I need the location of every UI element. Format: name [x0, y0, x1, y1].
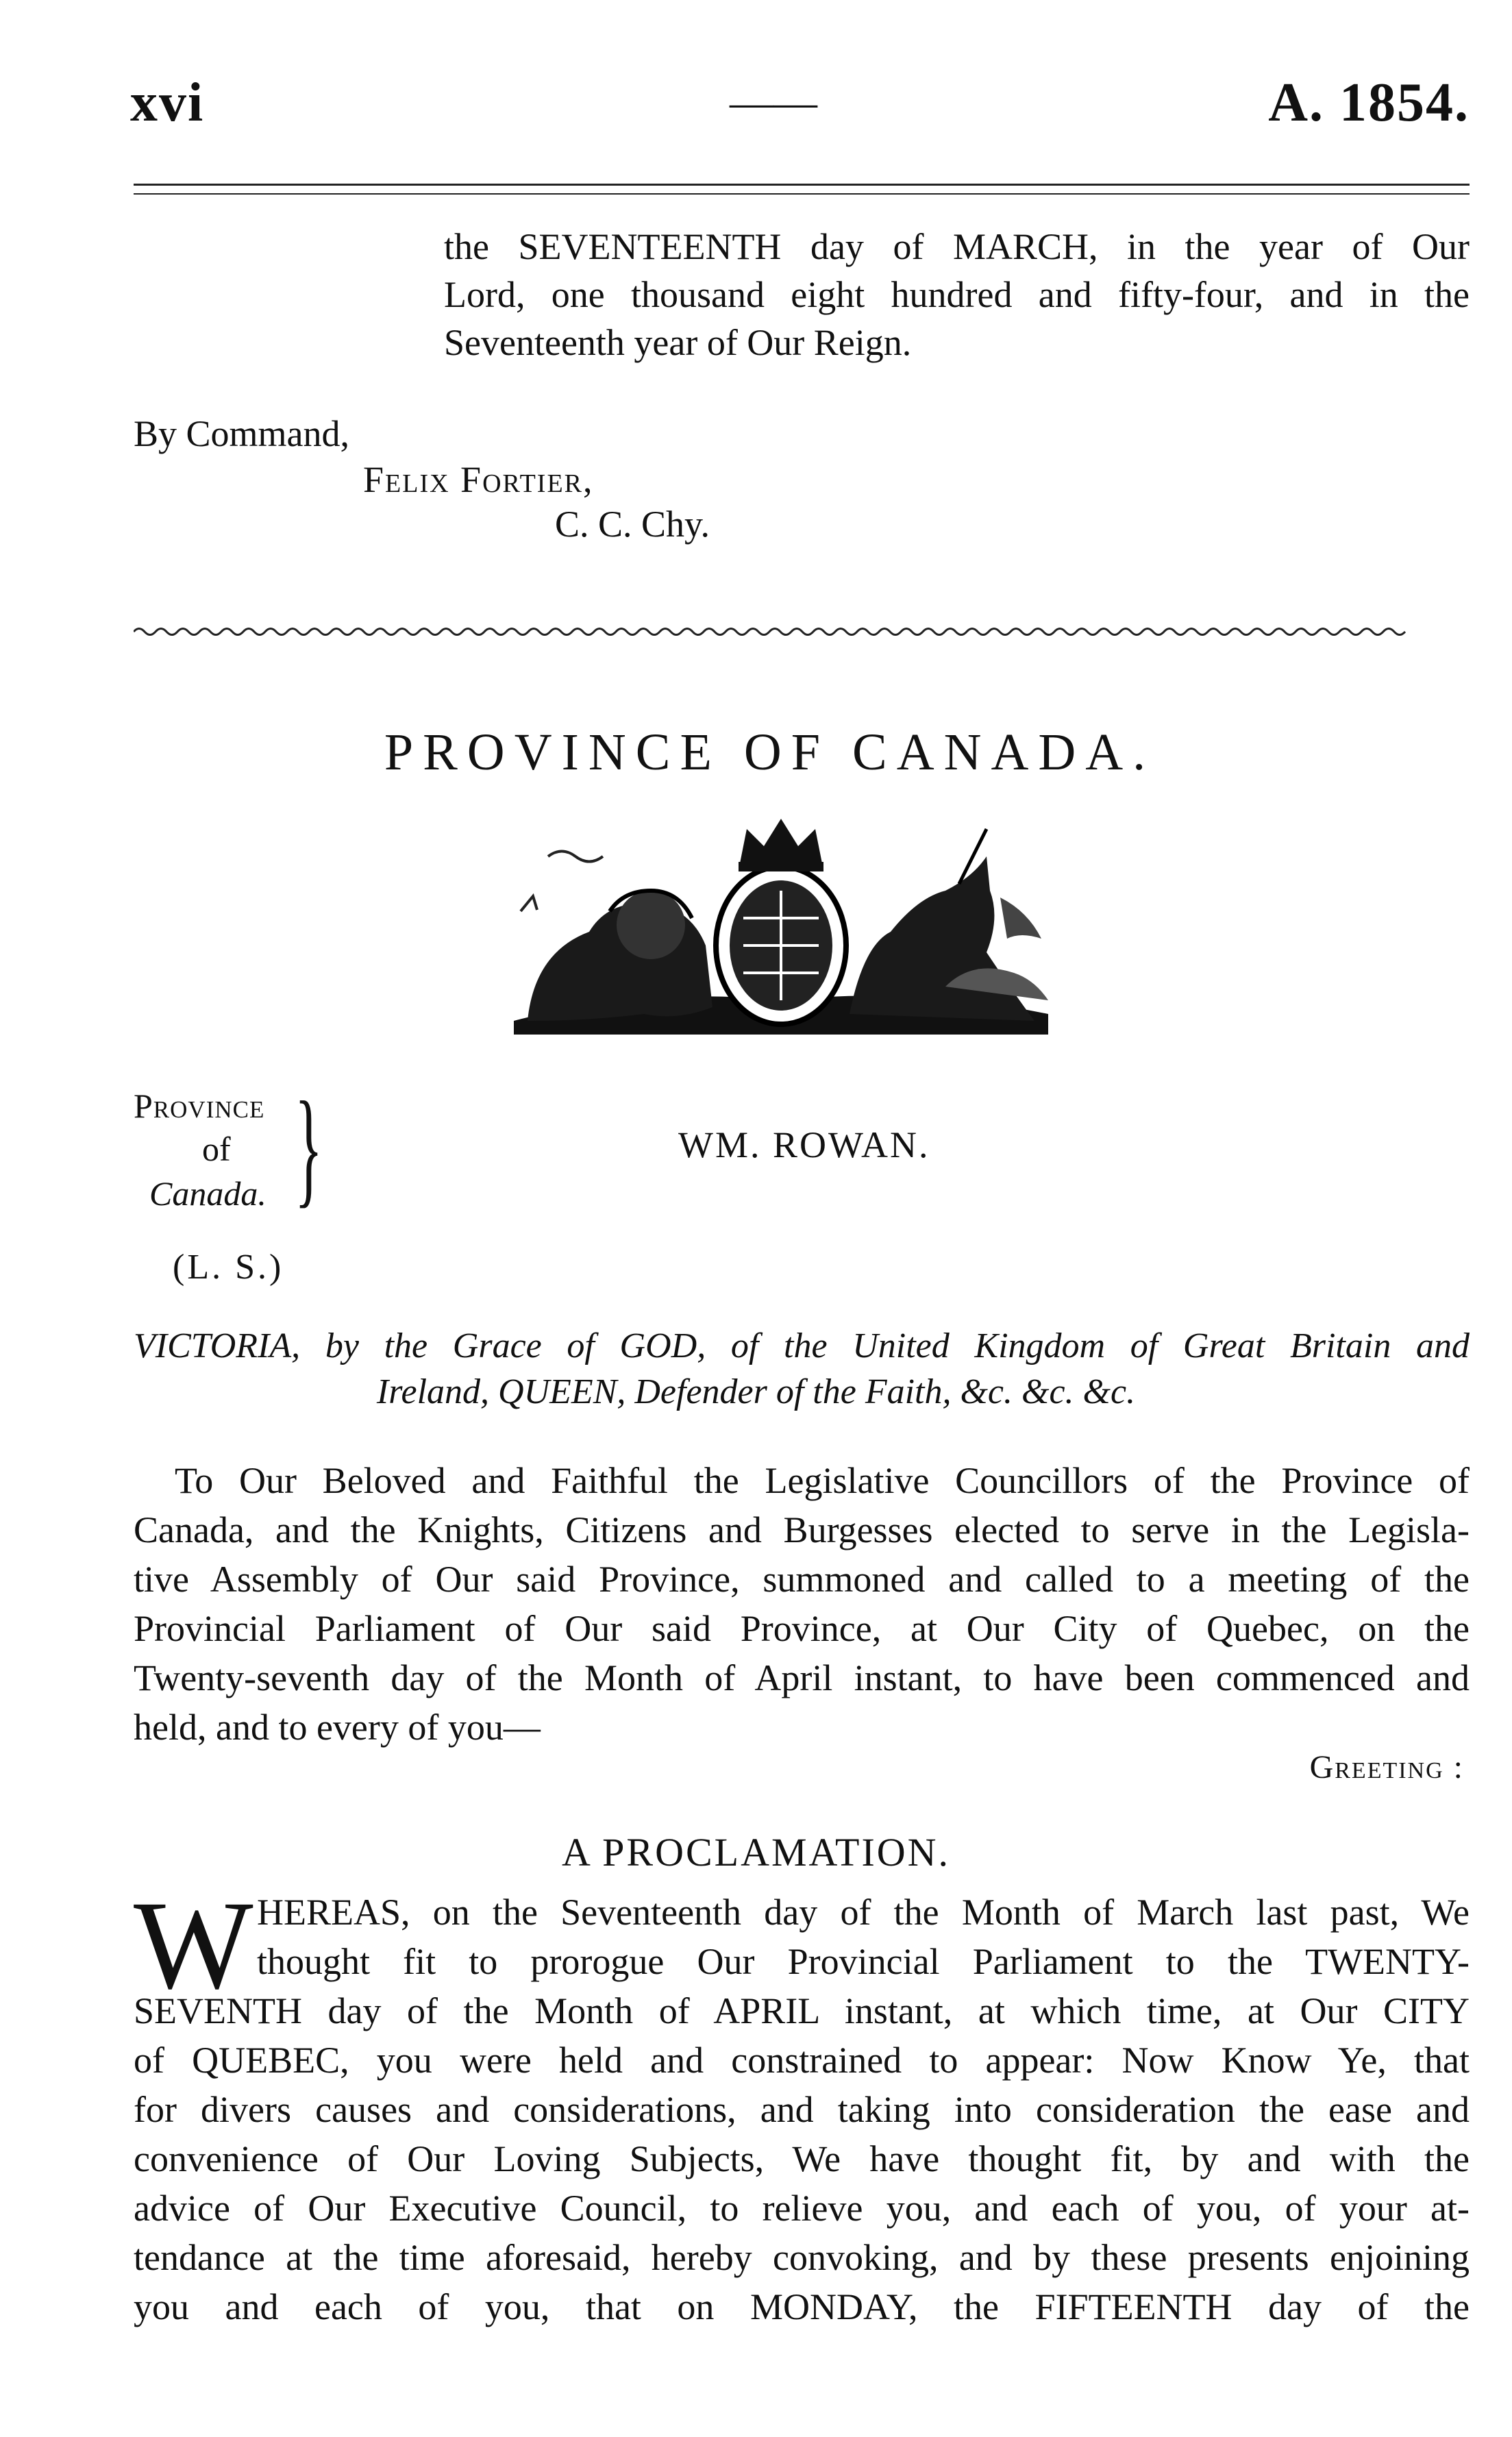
province-canada: Canada. [149, 1174, 267, 1213]
whereas-first-lines: HEREAS, on the Seventeenth day of the Month of March last past, We thought fit to prorogue Our Provincial Parliament to the TWENTY- [257, 1892, 1470, 1982]
wavy-divider [134, 623, 1470, 640]
header-rule-bottom [134, 193, 1470, 195]
signatory-title: C. C. Chy. [555, 504, 710, 545]
header-rule-top [134, 184, 1470, 186]
greeting: Greeting : [1309, 1749, 1464, 1785]
continuation-text: the SEVENTEENTH day of MARCH, in the year of Our Lord, one thousand eight hundred and fifty-four, and in the Seventeenth year of Our Reign. [444, 226, 1470, 363]
address-paragraph: To Our Beloved and Faithful the Legislative Councillors of the Province of Canada, and the Knights, Citizens and Burgesses elected to serve in the Legisla- tive Assembly of Our said Province, summoned and called to a meeting of the Provincial Parliament of Our said Province, at Our City of Quebec, on the Twenty-seventh day of the Month of April instant, to have been commenced and held, and to every of you— [134, 1460, 1470, 1748]
right-brace: } [295, 1076, 323, 1220]
province-heading: PROVINCE OF CANADA. [384, 723, 1156, 781]
governor-name: WM. ROWAN. [678, 1124, 930, 1165]
by-command: By Command, [134, 413, 350, 454]
victoria-line-2: Ireland, QUEEN, Defender of the Faith, &c. &c. &c. [376, 1372, 1136, 1411]
drop-cap-w: W [134, 1875, 253, 2016]
victoria-line-1: VICTORIA, by the Grace of GOD, of the United Kingdom of Great Britain and [134, 1326, 1470, 1365]
header-dash: —— [730, 77, 817, 126]
province-of: of [202, 1130, 231, 1168]
a-proclamation-heading: A PROCLAMATION. [561, 1830, 951, 1875]
page-number: xvi [130, 73, 205, 133]
seal-mark: (L. S.) [173, 1248, 284, 1287]
province-label: Province [134, 1087, 265, 1125]
royal-coat-of-arms-image [507, 815, 1055, 1041]
header-year: A. 1854. [1268, 73, 1470, 133]
whereas-paragraph: SEVENTH day of the Month of APRIL instant, at which time, at Our CITY of QUEBEC, you were held and constrained to appear: Now Know Ye, that for divers causes and considerations, and taking into consideration the ease and convenience of Our Loving Subjects, We have thought fit, by and with the advice of Our Executive Council, to relieve you, and each of you, of your at- tendance at the time aforesaid, hereby convoking, and by these presents enjoining you and each of you, that on MONDAY, the FIFTEENTH day of the [134, 1990, 1470, 2327]
signatory-name: Felix Fortier, [363, 459, 594, 500]
